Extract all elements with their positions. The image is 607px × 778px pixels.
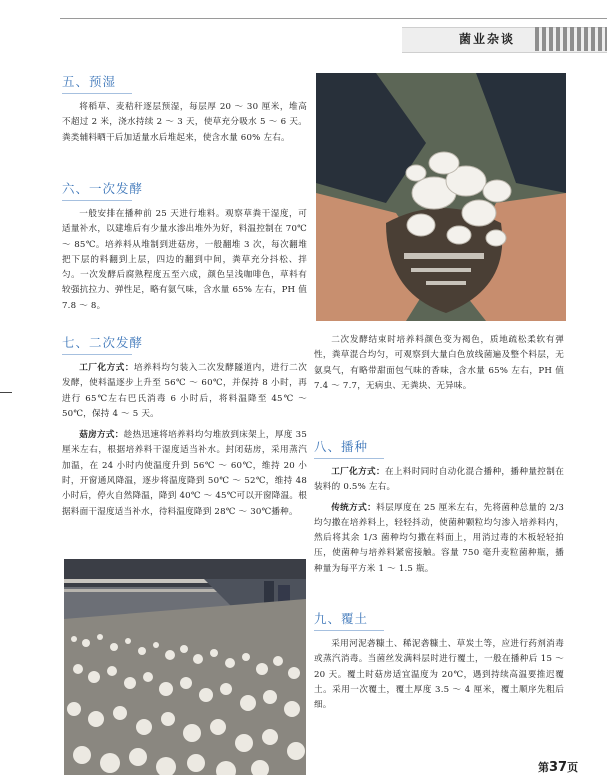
paragraph-label: 菇房方式： (79, 430, 124, 441)
mushroom-hands-illustration (316, 73, 566, 321)
paragraph-text: 料层厚度在 25 厘米左右，先将菌种总量的 2/3 均匀撒在培养料上，轻轻抖动，使菌种颗粒均匀渗入培养料内，然后将其余 1/3 菌种均匀撒在料面上，用消过毒的木板轻轻拍压，使菌种与培养料紧密接触。容量 750 毫升麦粒菌种瓶，播种量为每平方米 1 ～ 1.5 瓶。 (314, 502, 564, 574)
mushroom-farm-photo (64, 559, 306, 775)
paragraph-label: 工厂化方式： (331, 467, 385, 477)
section-7-continued (314, 333, 564, 394)
section-5 (62, 72, 307, 146)
section-6 (62, 179, 307, 314)
page-number (538, 759, 578, 775)
mushroom-hands-photo (316, 73, 566, 321)
paragraph (62, 361, 307, 422)
heading-underline (62, 354, 132, 355)
paragraph: 采用河泥砻糠土、稀泥砻糠土、草炭土等，应进行药剂消毒或蒸汽消毒。当菌丝发满料层时进行覆土，一般在播种后 15 ～ 20 天。覆土时菇房适宜温度为 20℃，遇到持续高温要推迟覆土。采用一次覆土，覆土厚度 3.5 ～ 4 厘米，覆土顺序先粗后细。 (314, 639, 564, 711)
page-suffix: 页 (567, 761, 579, 774)
paragraph-text: 趁热迅速将培养料均匀堆放到床架上，厚度 35 厘米左右，根据培养料干湿度适当补水。封闭菇房，采用蒸汽加温，在 24 小时内使温度升到 56℃ ～ 60℃，维持 20 小时，开窗通风降温，逐步将温度降到 50℃ ～ 52℃，维持 48 小时后，停火自然降温，降到 40℃ ～ 45℃可以开窗降温。根据料面干湿度适当补水，待料温度降到 28℃ ～ 30℃播种。 (62, 430, 307, 517)
heading-underline (314, 630, 384, 631)
heading-underline (62, 200, 132, 201)
page-number-value: 37 (549, 760, 568, 775)
paragraph: 一般安排在播种前 25 天进行堆料。观察草粪干湿度，可适量补水，以建堆后有少量水渗出堆外为好，料温控制在 70℃ ～ 85℃。培养料从堆制到进菇房，一般翻堆 3 次，每次翻堆把下层的料翻到上层，四边的翻到中间，粪草充分抖松、拌匀。一次发酵后腐熟程度五至六成，颜色呈浅咖啡色，草料有较强抗拉力、弹性足，略有氨气味，含水量 65% 左右，PH 值 7.8 ～ 8。 (62, 209, 307, 311)
page-prefix: 第 (538, 761, 549, 774)
header-stripe-decoration (535, 27, 607, 51)
section-9 (314, 609, 564, 713)
paragraph-text: 在上料时同时自动化混合播种，播种量控制在装料的 0.5% 左右。 (314, 467, 564, 493)
section-heading: 八、播种 (314, 439, 369, 454)
top-rule (60, 18, 607, 19)
paragraph: 二次发酵结束时培养料颜色变为褐色，质地疏松柔软有弹性，粪草混合均匀，可观察到大量白色放线菌遍及整个料层，无氨臭气，有略带甜面包气味的香味，含水量 65% 左右，PH 值 7.4 ～ 7.7，无病虫、无粪块、无异味。 (314, 335, 564, 391)
paragraph: 将稻草、麦秸秆逐层预湿，每层厚 20 ～ 30 厘米，堆高不超过 2 米，浇水持续 2 ～ 3 天，使草充分吸水 5 ～ 6 天。粪类辅料晒干后加适量水后堆起来，使含水量 60% 左右。 (62, 102, 307, 143)
section-heading: 六、一次发酵 (62, 181, 144, 196)
paragraph (314, 465, 564, 496)
heading-underline (314, 458, 384, 459)
mushroom-beds-illustration (64, 559, 306, 775)
paragraph-text: 培养料均匀装入二次发酵隧道内，进行二次发酵，使料温逐步上升至 56℃ ～ 60℃，并保持 8 小时，再进行 65℃左右巴氏消毒 6 小时后，将料温降至 45℃ ～ 50℃，保持 4 ～ 5 天。 (62, 363, 308, 419)
section-heading: 九、覆土 (314, 611, 369, 626)
crop-mark (0, 392, 12, 393)
section-7 (62, 333, 307, 520)
paragraph (62, 428, 307, 520)
section-heading: 五、预湿 (62, 74, 117, 89)
paragraph-label: 传统方式： (331, 502, 377, 513)
paragraph (314, 501, 564, 577)
paragraph-label: 工厂化方式： (79, 363, 134, 373)
heading-underline (62, 93, 132, 94)
section-8 (314, 437, 564, 577)
column-title: 菌业杂谈 (459, 32, 516, 46)
section-heading: 七、二次发酵 (62, 335, 144, 350)
